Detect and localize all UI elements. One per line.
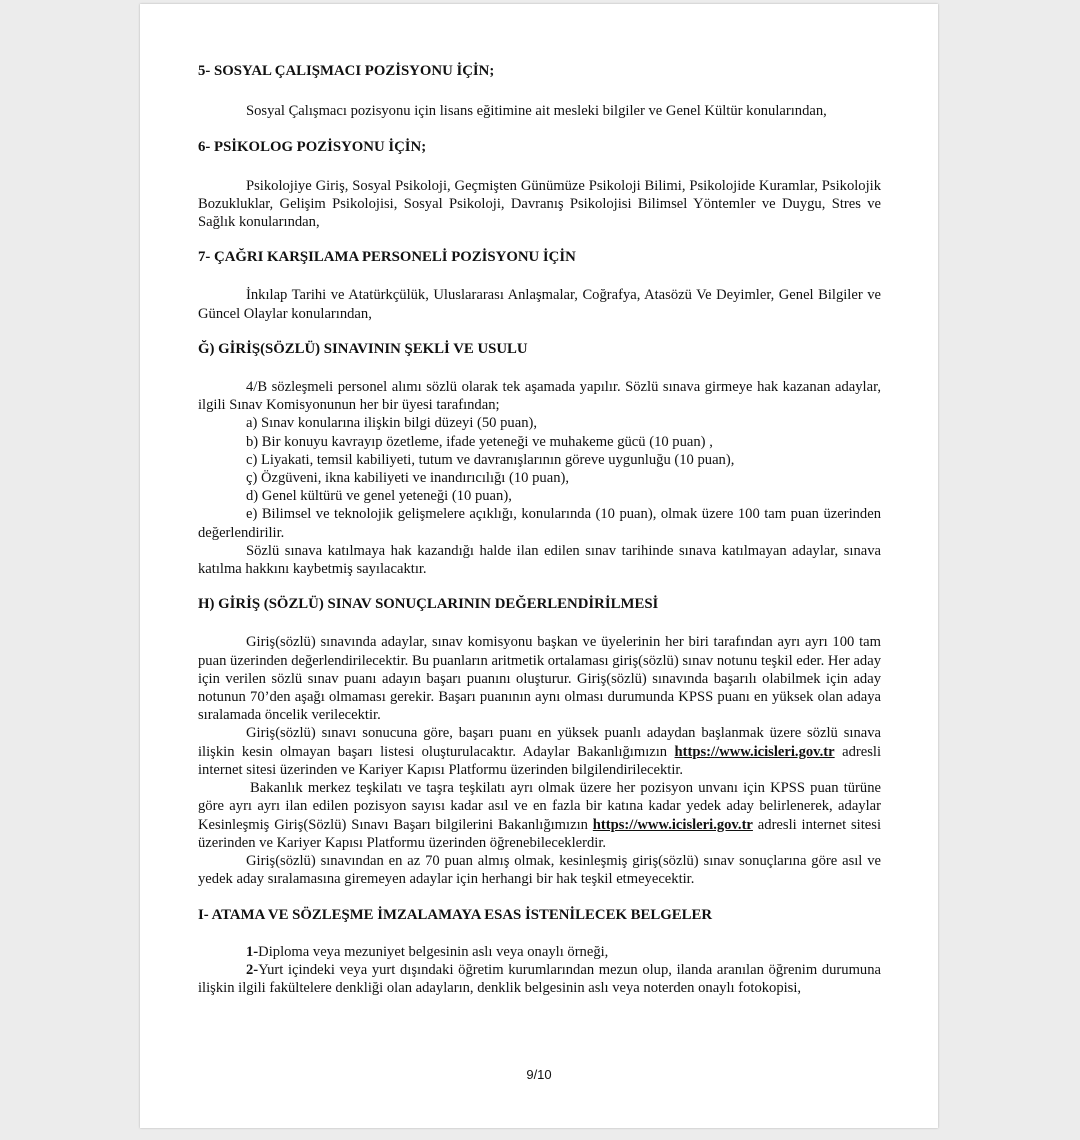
item-text: Yurt içindeki veya yurt dışındaki öğretim kurumlarından mezun olup, ilanda aranılan öğrenim durumuna ilişkin ilgili fakültelere denkliği olan adayların, denklik belgesinin aslı veya noterden onaylı fotokopisi, — [198, 961, 881, 996]
list-item: a) Sınav konularına ilişkin bilgi düzeyi (50 puan), — [246, 415, 538, 432]
section-h-heading: H) GİRİŞ (SÖZLÜ) SINAV SONUÇLARININ DEĞERLENDİRİLMESİ — [198, 596, 659, 613]
list-item-e: e) Bilimsel ve teknolojik gelişmelere açıklığı, konularında (10 puan), olmak üzere 100 tam puan üzerinden değerlendirilir. — [198, 506, 881, 541]
paragraph-text: adresli internet sitesi üzerinden ve Kariyer Kapısı Platformu üzerinden bilgilendirilecektir. — [198, 743, 881, 778]
item-number: 2- — [246, 961, 259, 978]
page-content — [198, 62, 881, 997]
section-5-heading: 5- SOSYAL ÇALIŞMACI POZİSYONU İÇİN; — [198, 63, 495, 79]
item-text: Diploma veya mezuniyet belgesinin aslı veya onaylı örneği, — [258, 943, 609, 960]
document-page — [140, 4, 938, 1128]
paragraph-text: adresli internet sitesi üzerinden ve Kariyer Kapısı Platformu üzerinden öğrenebileceklerdir. — [198, 816, 881, 851]
paragraph-text: Giriş(sözlü) sınavı sonucuna göre, başarı puanı en yüksek puanlı adaydan başlanmak üzere sözlü sınava ilişkin kesin olmayan başarı listesi oluşturulacaktır. Adaylar Bakanlığımızın — [198, 725, 881, 760]
section-5-text: Sosyal Çalışmacı pozisyonu için lisans eğitimine ait mesleki bilgiler ve Genel Kültür konularından, — [246, 103, 827, 120]
list-item: b) Bir konuyu kavrayıp özetleme, ifade yeteneği ve muhakeme gücü (10 puan) , — [246, 433, 713, 450]
section-6-text: Psikolojiye Giriş, Sosyal Psikoloji, Geçmişten Günümüze Psikoloji Bilimi, Psikolojide Kuramlar, Psikolojik Bozukluklar, Gelişim Psikolojisi, Sosyal Psikoloji, Davranış Psikolojisi Bilimsel Yöntemler ve Duygu, Stres ve Sağlık konularından, — [198, 177, 881, 231]
section-g-outro: Sözlü sınava katılmaya hak kazandığı halde ilan edilen sınav tarihinde sınava katılmayan adaylar, sınava katılma hakkını kaybetmiş sayılacaktır. — [198, 542, 881, 578]
list-item: d) Genel kültürü ve genel yeteneği (10 puan), — [246, 488, 512, 505]
section-h-paragraph-4: Giriş(sözlü) sınavından en az 70 puan almış olmak, kesinleşmiş giriş(sözlü) sınav sonuçlarına göre asıl ve yedek aday sıralamasına giremeyen adaylar için herhangi bir hak teşkil etmeyecektir. — [198, 852, 881, 888]
list-item: ç) Özgüveni, ikna kabiliyeti ve inandırıcılığı (10 puan), — [246, 470, 569, 487]
list-item: c) Liyakati, temsil kabiliyeti, tutum ve davranışlarının göreve uygunluğu (10 puan), — [246, 451, 735, 468]
section-h-paragraph-1: Giriş(sözlü) sınavında adaylar, sınav komisyonu başkan ve üyelerinin her biri tarafından ayrı ayrı 100 tam puan üzerinden değerlendirilecektir. Bu puanların aritmetik ortalaması giriş(sözlü) sınav notunu teşkil eder. Her aday için verilen sözlü sınav puanı adayın başarı puanını oluşturur. Giriş(sözlü) sınavında başarılı olabilmek için aday notunun 70’den aşağı olmaması gerekir. Başarı puanının aynı olması durumunda KPSS puanı en yüksek olan adaya sıralamada öncelik verilecektir. — [198, 634, 881, 724]
section-g-heading: Ğ) GİRİŞ(SÖZLÜ) SINAVININ ŞEKLİ VE USULU — [198, 340, 528, 357]
paragraph-text: Bakanlık merkez teşkilatı ve taşra teşkilatı ayrı olmak üzere her pozisyon unvanı için KPSS puan türüne göre ayrı ayrı ilan edilen pozisyon sayısı kadar asıl ve en fazla bir katına kadar yedek aday belirlenerek, adaylar Kesinleşmiş Giriş(Sözlü) Sınavı Başarı bilgilerini Bakanlığımızın — [198, 780, 881, 833]
section-7-heading: 7- ÇAĞRI KARŞILAMA PERSONELİ POZİSYONU İÇİN — [198, 249, 576, 266]
section-7-text: İnkılap Tarihi ve Atatürkçülük, Uluslararası Anlaşmalar, Coğrafya, Atasözü Ve Deyimler, Genel Bilgiler ve Güncel Olaylar konularından, — [198, 287, 881, 322]
section-6-heading: 6- PSİKOLOG POZİSYONU İÇİN; — [198, 139, 427, 156]
section-i-item-2 — [198, 961, 881, 997]
section-h-paragraph-3 — [198, 779, 881, 852]
icisleri-link[interactable]: https://www.icisleri.gov.tr — [592, 816, 753, 833]
item-number: 1- — [246, 943, 259, 960]
section-i-item-1 — [198, 943, 881, 961]
page-number: 9/10 — [526, 1067, 552, 1082]
section-h-paragraph-2 — [198, 724, 881, 779]
section-g-intro: 4/B sözleşmeli personel alımı sözlü olarak tek aşamada yapılır. Sözlü sınava girmeye hak kazanan adaylar, ilgili Sınav Komisyonunun her bir üyesi tarafından; — [198, 379, 881, 414]
section-i-heading: I- ATAMA VE SÖZLEŞME İMZALAMAYA ESAS İSTENİLECEK BELGELER — [198, 907, 713, 924]
icisleri-link[interactable]: https://www.icisleri.gov.tr — [674, 743, 835, 760]
